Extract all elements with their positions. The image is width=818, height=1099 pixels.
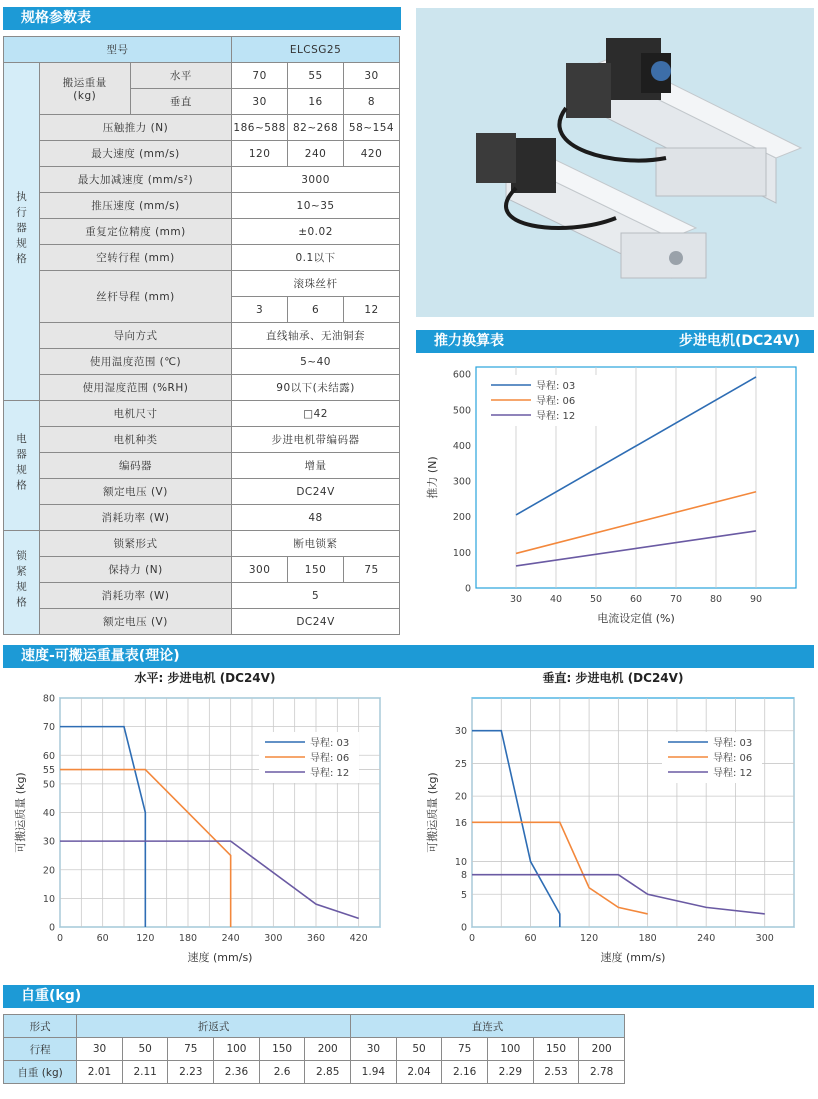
x-tick-label: 80 — [709, 594, 723, 605]
chart-title: 水平: 步进电机 (DC24V) — [134, 671, 276, 685]
model-value: ELCSG25 — [232, 37, 400, 63]
lock-type-value: 断电锁紧 — [232, 531, 400, 557]
lock-v-label: 额定电压 (V) — [39, 609, 231, 635]
y-tick-label: 400 — [452, 440, 471, 452]
weight-section-title: 自重(kg) — [21, 988, 82, 1004]
thrust-section-title: 推力换算表 — [434, 333, 504, 349]
lock-v-value: DC24V — [232, 609, 400, 635]
legend-label: 导程: 03 — [713, 738, 753, 749]
motor-type-value: 步进电机带编码器 — [232, 427, 400, 453]
h-value: 55 — [288, 63, 344, 89]
x-tick-label: 240 — [697, 933, 716, 944]
actuator-illustration — [416, 8, 814, 317]
motor-size-label: 电机尺寸 — [39, 401, 231, 427]
y-tick-label: 0 — [464, 583, 471, 595]
weight-cell: 2.23 — [168, 1061, 214, 1084]
y-tick-label: 80 — [42, 693, 55, 705]
spec-section-bar — [3, 7, 401, 30]
stroke-cell: 75 — [442, 1038, 488, 1061]
straight-label: 直连式 — [351, 1015, 625, 1038]
idle-value: 0.1以下 — [232, 245, 400, 271]
lock-power-value: 5 — [232, 583, 400, 609]
repeat-label: 重复定位精度 (mm) — [39, 219, 231, 245]
push-speed-label: 推压速度 (mm/s) — [39, 193, 231, 219]
humid-label: 使用湿度范围 (%RH) — [39, 375, 231, 401]
y-tick-label: 600 — [452, 369, 471, 381]
lock-type-label: 锁紧形式 — [39, 531, 231, 557]
push-force-value: 58~154 — [344, 115, 400, 141]
x-axis-label: 电流设定值 (%) — [597, 612, 675, 625]
legend-label: 导程: 03 — [310, 738, 350, 749]
weight-table — [3, 1014, 625, 1084]
x-tick-label: 90 — [749, 594, 763, 605]
x-tick-label: 70 — [669, 594, 683, 605]
y-tick-label: 40 — [42, 808, 55, 819]
chart-title: 垂直: 步进电机 (DC24V) — [542, 671, 684, 685]
stroke-label: 行程 — [4, 1038, 77, 1061]
idle-label: 空转行程 (mm) — [39, 245, 231, 271]
y-tick-label: 10 — [42, 893, 55, 905]
vertical-label: 垂直 — [130, 89, 231, 115]
y-tick-label: 200 — [452, 512, 471, 524]
group-motor: 电器规格 — [4, 401, 40, 531]
y-axis-label: 推力 (N) — [426, 456, 439, 499]
x-tick-label: 60 — [524, 933, 537, 944]
x-tick-label: 180 — [638, 933, 657, 944]
y-tick-label: 5 — [460, 889, 467, 901]
lock-power-label: 消耗功率 (W) — [39, 583, 231, 609]
max-acc-value: 3000 — [232, 167, 400, 193]
encoder-value: 增量 — [232, 453, 400, 479]
encoder-label: 编码器 — [39, 453, 231, 479]
weight-cell: 2.29 — [488, 1061, 534, 1084]
hold-value: 150 — [288, 557, 344, 583]
form-label: 形式 — [4, 1015, 77, 1038]
y-axis-label: 可搬运质量 (kg) — [426, 772, 439, 853]
x-tick-label: 180 — [178, 933, 198, 944]
x-tick-label: 240 — [221, 933, 240, 944]
x-tick-label: 120 — [136, 933, 155, 944]
x-tick-label: 300 — [755, 933, 774, 944]
v-value: 30 — [232, 89, 288, 115]
y-tick-label: 55 — [42, 765, 55, 777]
legend-label: 导程: 12 — [536, 411, 576, 422]
y-tick-label: 30 — [42, 836, 55, 848]
weight-cell: 2.36 — [214, 1061, 260, 1084]
stroke-cell: 50 — [122, 1038, 168, 1061]
y-tick-label: 500 — [452, 405, 471, 417]
humid-value: 90以下(未结露) — [232, 375, 400, 401]
horizontal-load-chart — [0, 668, 405, 975]
stroke-cell: 100 — [214, 1038, 260, 1061]
y-tick-label: 0 — [48, 922, 55, 934]
y-tick-label: 50 — [42, 779, 55, 791]
y-tick-label: 20 — [42, 865, 55, 877]
weight-section-bar — [3, 985, 814, 1008]
hold-label: 保持力 (N) — [39, 557, 231, 583]
guide-value: 直线轴承、无油铜套 — [232, 323, 400, 349]
power-label: 消耗功率 (W) — [39, 505, 231, 531]
product-photo — [416, 8, 814, 317]
group-lock: 锁紧规格 — [4, 531, 40, 635]
push-force-value: 82~268 — [288, 115, 344, 141]
temp-label: 使用温度范围 (℃) — [39, 349, 231, 375]
stroke-cell: 200 — [305, 1038, 351, 1061]
vertical-load-chart — [410, 668, 818, 975]
thrust-section-bar — [416, 330, 814, 353]
max-speed-label: 最大速度 (mm/s) — [39, 141, 231, 167]
x-tick-label: 60 — [629, 594, 643, 605]
y-tick-label: 8 — [460, 870, 467, 882]
weight-cell: 2.6 — [259, 1061, 305, 1084]
horizontal-label: 水平 — [130, 63, 231, 89]
x-tick-label: 0 — [468, 933, 476, 944]
push-force-value: 186~588 — [232, 115, 288, 141]
x-tick-label: 50 — [589, 594, 603, 605]
y-tick-label: 300 — [452, 476, 471, 488]
speed-section-title: 速度-可搬运重量表(理论) — [21, 648, 180, 664]
weight-cell: 2.78 — [579, 1061, 625, 1084]
thrust-chart — [416, 355, 814, 630]
spec-section-title: 规格参数表 — [21, 10, 91, 26]
weight-cell: 2.16 — [442, 1061, 488, 1084]
v-value: 16 — [288, 89, 344, 115]
y-tick-label: 25 — [454, 758, 467, 770]
screw-lead: 12 — [344, 297, 400, 323]
x-axis-label: 速度 (mm/s) — [600, 951, 666, 964]
y-tick-label: 100 — [452, 547, 471, 559]
y-tick-label: 16 — [454, 817, 467, 829]
weight-cell: 2.85 — [305, 1061, 351, 1084]
max-speed-value: 240 — [288, 141, 344, 167]
screw-type: 滚珠丝杆 — [232, 271, 400, 297]
hold-value: 75 — [344, 557, 400, 583]
x-tick-label: 420 — [349, 933, 368, 944]
weight-cell: 2.04 — [396, 1061, 442, 1084]
x-tick-label: 30 — [509, 594, 523, 605]
y-tick-label: 30 — [454, 726, 467, 738]
load-label: 搬运重量(kg) — [39, 63, 130, 115]
legend-label: 导程: 03 — [536, 381, 576, 392]
power-value: 48 — [232, 505, 400, 531]
stroke-cell: 50 — [396, 1038, 442, 1061]
x-axis-label: 速度 (mm/s) — [187, 951, 253, 964]
y-tick-label: 60 — [42, 750, 55, 762]
thrust-motor-label: 步进电机(DC24V) — [678, 333, 800, 349]
stroke-cell: 150 — [259, 1038, 305, 1061]
x-tick-label: 300 — [264, 933, 283, 944]
motor-size-value: □42 — [232, 401, 400, 427]
v-value: 8 — [344, 89, 400, 115]
y-tick-label: 0 — [460, 922, 467, 934]
h-value: 30 — [344, 63, 400, 89]
push-speed-value: 10~35 — [232, 193, 400, 219]
weight-cell: 2.01 — [77, 1061, 123, 1084]
x-tick-label: 0 — [56, 933, 64, 944]
fold-label: 折返式 — [77, 1015, 351, 1038]
x-tick-label: 40 — [549, 594, 563, 605]
screw-label: 丝杆导程 (mm) — [39, 271, 231, 323]
stroke-cell: 100 — [488, 1038, 534, 1061]
y-tick-label: 20 — [454, 791, 467, 803]
x-tick-label: 60 — [96, 933, 109, 944]
legend-label: 导程: 06 — [536, 396, 576, 407]
screw-lead: 6 — [288, 297, 344, 323]
h-value: 70 — [232, 63, 288, 89]
legend-label: 导程: 06 — [713, 753, 753, 764]
repeat-value: ±0.02 — [232, 219, 400, 245]
stroke-cell: 200 — [579, 1038, 625, 1061]
stroke-cell: 30 — [351, 1038, 397, 1061]
weight-cell: 2.11 — [122, 1061, 168, 1084]
spec-table — [3, 36, 400, 635]
legend-label: 导程: 12 — [713, 768, 753, 779]
max-speed-value: 120 — [232, 141, 288, 167]
x-tick-label: 360 — [306, 933, 326, 944]
rated-v-label: 额定电压 (V) — [39, 479, 231, 505]
y-tick-label: 10 — [454, 857, 467, 869]
speed-section-bar — [3, 645, 814, 668]
model-label: 型号 — [4, 37, 232, 63]
hold-value: 300 — [232, 557, 288, 583]
weight-cell: 2.53 — [533, 1061, 579, 1084]
legend-label: 导程: 12 — [310, 768, 350, 779]
temp-value: 5~40 — [232, 349, 400, 375]
stroke-cell: 30 — [77, 1038, 123, 1061]
weight-label: 自重 (kg) — [4, 1061, 77, 1084]
guide-label: 导向方式 — [39, 323, 231, 349]
max-acc-label: 最大加减速度 (mm/s²) — [39, 167, 231, 193]
motor-type-label: 电机种类 — [39, 427, 231, 453]
screw-lead: 3 — [232, 297, 288, 323]
x-tick-label: 120 — [580, 933, 599, 944]
stroke-cell: 75 — [168, 1038, 214, 1061]
y-axis-label: 可搬运质量 (kg) — [14, 772, 27, 853]
max-speed-value: 420 — [344, 141, 400, 167]
stroke-cell: 150 — [533, 1038, 579, 1061]
group-actuator: 执行器规格 — [4, 63, 40, 401]
legend-label: 导程: 06 — [310, 753, 350, 764]
rated-v-value: DC24V — [232, 479, 400, 505]
y-tick-label: 70 — [42, 722, 55, 734]
push-force-label: 压触推力 (N) — [39, 115, 231, 141]
weight-cell: 1.94 — [351, 1061, 397, 1084]
